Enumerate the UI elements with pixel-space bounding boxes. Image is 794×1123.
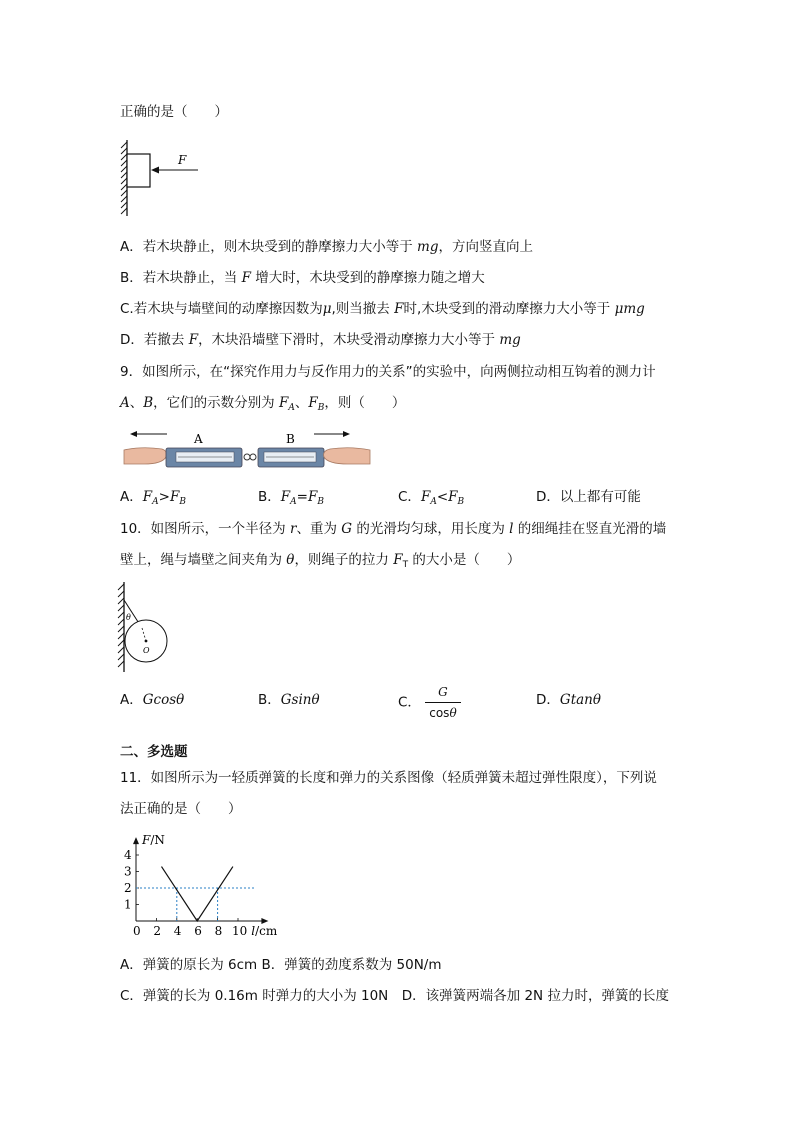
left-hand — [124, 448, 167, 464]
q9-option-a: A．$F_A>F_B$ — [120, 489, 186, 507]
scale-a-label: A — [194, 432, 203, 446]
wood-block — [127, 154, 150, 187]
force-label: F — [178, 153, 187, 167]
series-line — [162, 867, 233, 921]
q9-option-d: D．以上都有可能 — [536, 489, 641, 505]
y-tick-label: 2 — [124, 881, 132, 895]
q8-option-c: C.若木块与墙壁间的动摩擦因数为μ,则当撤去 F时,木块受到的滑动摩擦力大小等于 μmg — [120, 301, 645, 317]
right-hand — [324, 448, 370, 464]
q8-option-b: B．若木块静止，当 F 增大时，木块受到的静摩擦力随之增大 — [120, 270, 485, 286]
q10-figure — [116, 580, 176, 674]
q9-figure — [122, 426, 374, 474]
q9-stem-line1: 9．如图所示，在“探究作用力与反作用力的关系”的实验中，向两侧拉动相互钩着的测力计 — [120, 364, 656, 380]
q11-stem-line1: 11．如图所示为一轻质弹簧的长度和弹力的关系图像（轻质弹簧未超过弹性限度），下列说 — [120, 770, 657, 786]
q9-option-b: B．$F_A=F_B$ — [258, 489, 324, 507]
q11-option-ab: A．弹簧的原长为 6cm B．弹簧的劲度系数为 50N/m — [120, 957, 442, 973]
q11-option-cd: C．弹簧的长为 0.16m 时弹力的大小为 10N D．该弹簧两端各加 2N 拉力时，弹簧的长度 — [120, 988, 669, 1004]
q10-option-c: C． $\frac{G}{\cos\theta}$ — [398, 682, 461, 723]
intro-text: 正确的是（ ） — [120, 104, 228, 120]
y-axis-arrow — [133, 837, 139, 844]
theta-label: θ — [126, 613, 131, 622]
q11-stem-line2: 法正确的是（ ） — [120, 801, 242, 817]
section-title: 二、多选题 — [120, 744, 188, 760]
center-label: O — [143, 646, 150, 655]
y-axis-label: F/N — [142, 833, 165, 848]
q8-option-a: A．若木块静止，则木块受到的静摩擦力大小等于 mg，方向竖直向上 — [120, 239, 533, 255]
y-tick-label: 4 — [124, 848, 132, 862]
q10-option-d: D．Gtanθ — [536, 692, 601, 708]
fraction: $\frac{G}{\cos\theta}$ — [425, 682, 460, 723]
q10-option-a: A．Gcosθ — [120, 692, 185, 708]
x-tick-label: 4 — [173, 924, 182, 938]
q8-option-d: D．若撤去 F，木块沿墙壁下滑时，木块受滑动摩擦力大小等于 mg — [120, 332, 521, 348]
q10-stem-line1: 10．如图所示，一个半径为 r、重为 G 的光滑均匀球，用长度为 l 的细绳挂在竖直光滑的墙 — [120, 521, 667, 537]
q8-figure — [118, 138, 208, 220]
x-tick-label: 8 — [214, 924, 223, 938]
x-axis-label: l/cm — [251, 924, 278, 938]
q11-chart — [118, 828, 288, 944]
q10-stem-line2: 壁上，绳与墙壁之间夹角为 θ，则绳子的拉力 $F_T$ 的大小是（ ） — [120, 552, 521, 570]
q9-option-c: C．$F_A<F_B$ — [398, 489, 465, 507]
scale-b-label: B — [286, 432, 295, 446]
x-tick-label: 10 — [232, 924, 248, 938]
x-tick-label: 0 — [133, 924, 141, 938]
x-tick-label: 2 — [153, 924, 162, 938]
q9-stem-line2: A、B，它们的示数分别为 $F_A$、$F_B$，则（ ） — [120, 395, 406, 413]
y-tick-label: 1 — [124, 897, 132, 912]
q10-option-b: B．Gsinθ — [258, 692, 320, 708]
x-tick-label: 6 — [194, 924, 202, 938]
y-tick-label: 3 — [124, 864, 132, 879]
